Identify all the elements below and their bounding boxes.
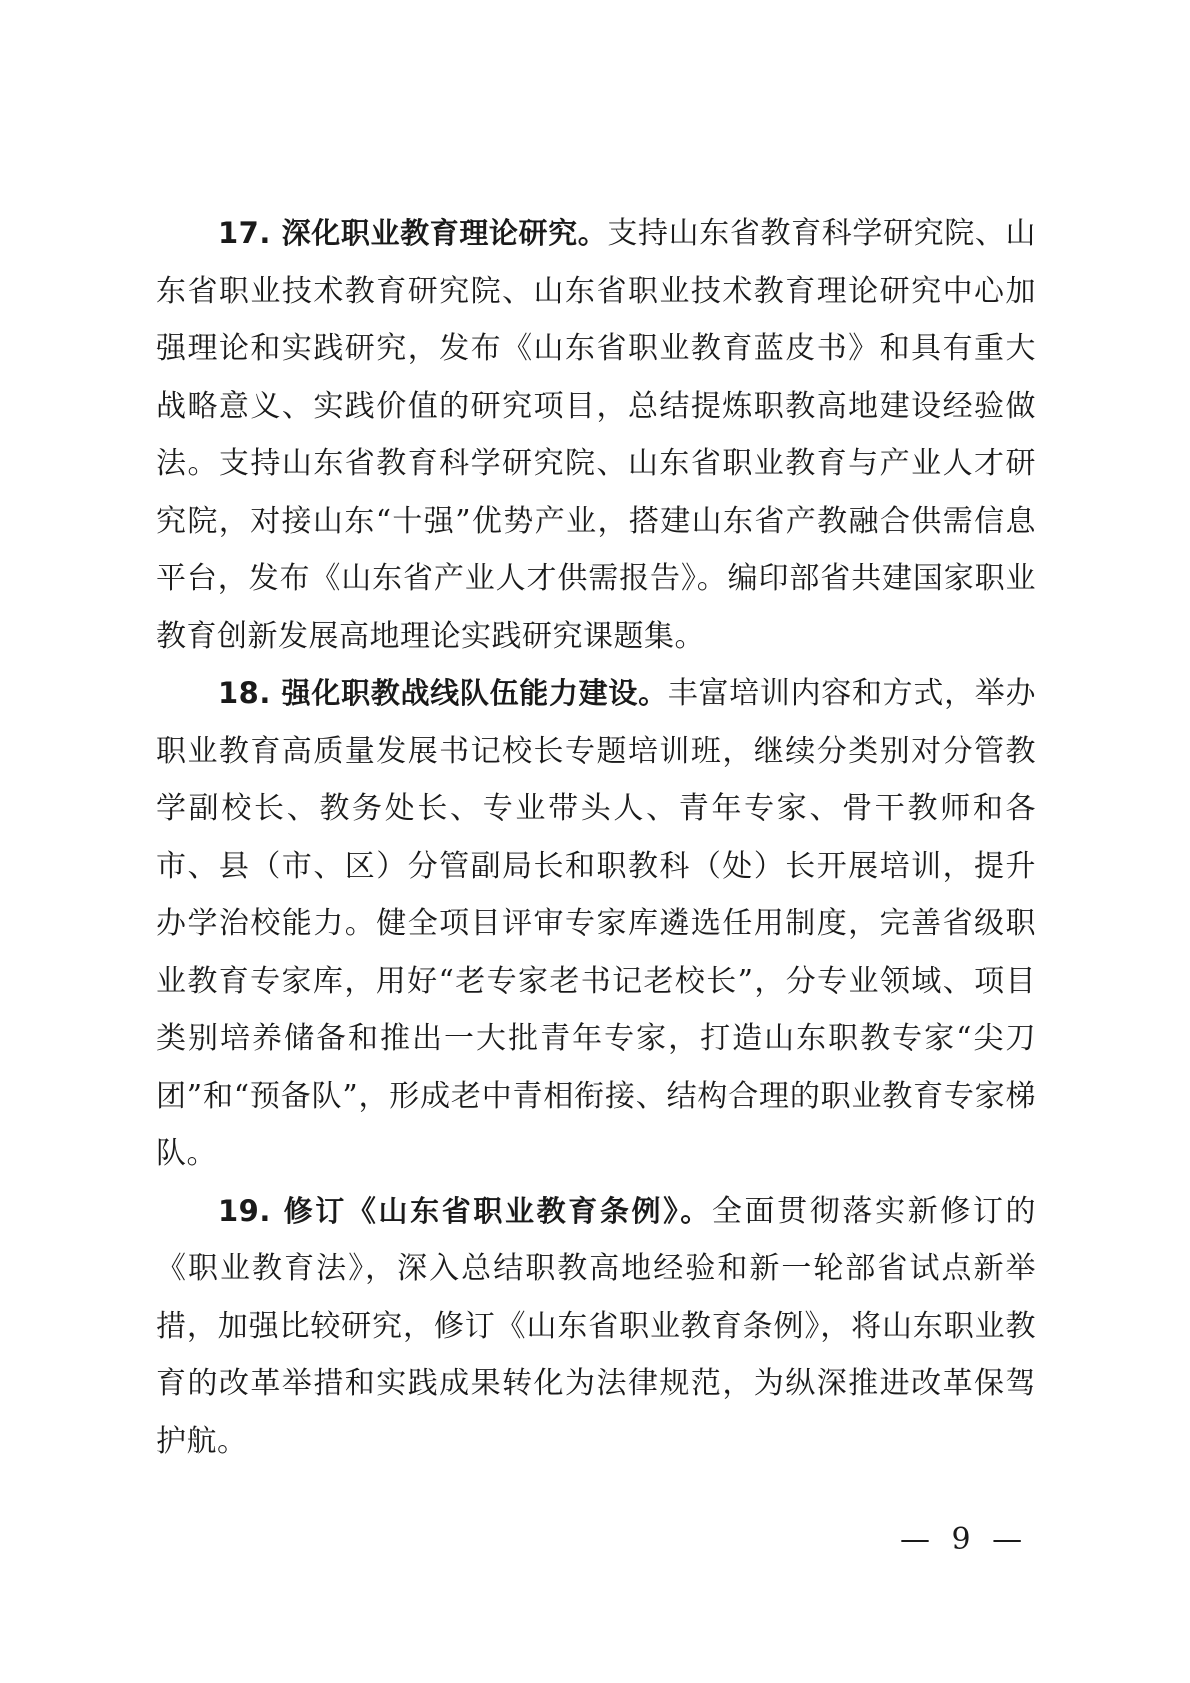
page-number: — 9 — <box>900 1522 1029 1557</box>
paragraph-body: 全面贯彻落实新修订的《职业教育法》，深入总结职教高地经验和新一轮部省试点新举措，加强比较研究，修订《山东省职业教育条例》，将山东职业教育的改革举措和实践成果转化为法律规范，为纵深推进改革保驾护航。 <box>156 1193 1036 1459</box>
paragraph-heading: 18. 强化职教战线队伍能力建设。 <box>218 676 668 710</box>
paragraph-heading: 17. 深化职业教育理论研究。 <box>218 216 608 250</box>
paragraph-18 <box>156 665 1036 1183</box>
document-body <box>156 205 1036 1470</box>
paragraph-body: 丰富培训内容和方式，举办职业教育高质量发展书记校长专题培训班，继续分类别对分管教学副校长、教务处长、专业带头人、青年专家、骨干教师和各市、县（市、区）分管副局长和职教科（处）长开展培训，提升办学治校能力。健全项目评审专家库遴选任用制度，完善省级职业教育专家库，用好“老专家老书记老校长”，分专业领域、项目类别培养储备和推出一大批青年专家，打造山东职教专家“尖刀团”和“预备队”，形成老中青相衔接、结构合理的职业教育专家梯队。 <box>156 676 1036 1171</box>
paragraph-19 <box>156 1183 1036 1471</box>
paragraph-17 <box>156 205 1036 665</box>
paragraph-body: 支持山东省教育科学研究院、山东省职业技术教育研究院、山东省职业技术教育理论研究中心加强理论和实践研究，发布《山东省职业教育蓝皮书》和具有重大战略意义、实践价值的研究项目，总结提炼职教高地建设经验做法。支持山东省教育科学研究院、山东省职业教育与产业人才研究院，对接山东“十强”优势产业，搭建山东省产教融合供需信息平台，发布《山东省产业人才供需报告》。编印部省共建国家职业教育创新发展高地理论实践研究课题集。 <box>156 216 1036 654</box>
paragraph-heading: 19. 修订《山东省职业教育条例》。 <box>218 1193 712 1228</box>
